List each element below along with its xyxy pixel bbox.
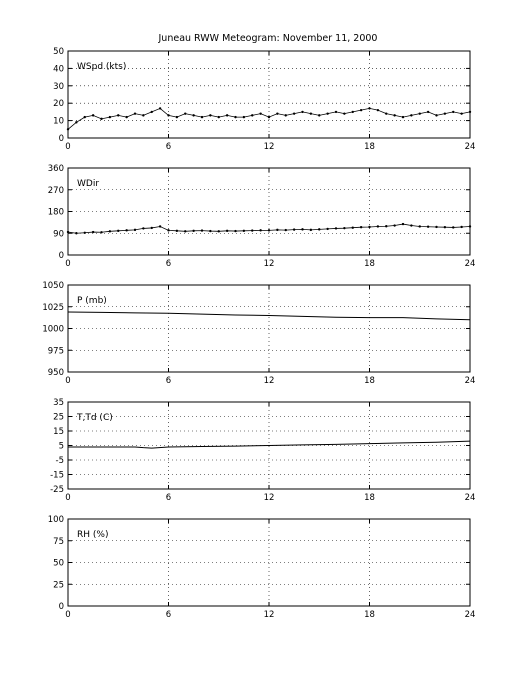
wspd-kts-point: [209, 114, 211, 116]
wdir-point: [117, 230, 119, 232]
wspd-kts-point: [285, 114, 287, 116]
p-mb-xtick-label: 12: [263, 376, 275, 386]
wspd-kts-point: [84, 116, 86, 118]
wdir-point: [201, 229, 203, 231]
wdir-label: WDir: [77, 179, 100, 189]
t-td-c-ytick-label: -5: [55, 456, 64, 466]
wdir-point: [167, 229, 169, 231]
p-mb-label: P (mb): [77, 296, 107, 306]
wdir-point: [444, 226, 446, 228]
wdir-point: [75, 232, 77, 234]
wdir-point: [419, 225, 421, 227]
wdir-ytick-label: 90: [53, 229, 64, 240]
rh-xtick-label: 12: [263, 610, 275, 620]
wspd-kts-ytick-label: 0: [58, 134, 64, 144]
wdir-point: [268, 229, 270, 231]
wdir-point: [393, 224, 395, 226]
wdir-point: [209, 230, 211, 232]
wspd-kts-xtick-label: 18: [364, 142, 375, 152]
figure-title: Juneau RWW Meteogram: November 11, 2000: [158, 33, 378, 44]
wspd-kts-point: [318, 114, 320, 116]
wspd-kts-point: [67, 128, 69, 130]
wspd-kts-xtick-label: 12: [263, 142, 275, 152]
t-td-c-xtick-label: 18: [364, 493, 375, 503]
wspd-kts-point: [326, 112, 328, 114]
wspd-kts-point: [393, 114, 395, 116]
wspd-kts-point: [100, 118, 102, 120]
wdir-point: [285, 229, 287, 231]
wspd-kts-point: [218, 116, 220, 118]
wspd-kts-point: [159, 107, 161, 109]
wdir-point: [385, 225, 387, 227]
wdir-xtick-label: 6: [165, 259, 172, 269]
wdir-point: [410, 224, 412, 226]
t-td-c-xtick-label: 6: [165, 493, 172, 503]
wspd-kts-point: [377, 109, 379, 111]
wdir-point: [335, 227, 337, 229]
rh-ytick-label: 25: [53, 580, 64, 591]
wspd-kts-point: [109, 116, 111, 118]
wspd-kts-point: [293, 112, 295, 114]
wspd-kts-point: [310, 112, 312, 114]
t-td-c-label: T,Td (C): [77, 413, 113, 423]
wspd-kts-point: [134, 112, 136, 114]
wdir-point: [192, 230, 194, 232]
wdir-point: [176, 230, 178, 232]
wspd-kts-point: [259, 112, 261, 114]
t-td-c-ytick-label: -15: [50, 470, 64, 481]
rh-xtick-label: 6: [165, 610, 172, 620]
wdir-point: [226, 230, 228, 232]
p-mb-xtick-label: 6: [165, 376, 172, 386]
wdir-point: [360, 226, 362, 228]
wdir-point: [234, 230, 236, 232]
rh-panel: [48, 515, 476, 620]
wdir-xtick-label: 24: [464, 259, 476, 269]
wspd-kts-point: [151, 111, 153, 113]
wspd-kts-point: [402, 116, 404, 118]
panels: [42, 47, 475, 620]
wspd-kts-point: [92, 114, 94, 116]
wdir-point: [460, 226, 462, 228]
rh-ytick-label: 0: [58, 602, 64, 612]
p-mb-xtick-label: 0: [65, 376, 71, 386]
wspd-kts-point: [385, 112, 387, 114]
p-mb-ytick-label: 950: [47, 368, 64, 378]
t-td-c-panel: [50, 398, 475, 503]
wdir-point: [435, 226, 437, 228]
wdir-xtick-label: 12: [263, 259, 275, 269]
wdir-point: [377, 225, 379, 227]
wspd-kts-point: [125, 116, 127, 118]
wdir-point: [218, 230, 220, 232]
wspd-kts-point: [201, 116, 203, 118]
rh-label: RH (%): [77, 530, 109, 540]
wdir-point: [352, 226, 354, 228]
wspd-kts-point: [176, 116, 178, 118]
wspd-kts-point: [167, 114, 169, 116]
wspd-kts-point: [368, 107, 370, 109]
wdir-point: [469, 225, 471, 227]
wspd-kts-point: [360, 109, 362, 111]
wspd-kts-ytick-label: 20: [53, 99, 64, 110]
wdir-point: [310, 229, 312, 231]
wdir-point: [293, 228, 295, 230]
wdir-point: [452, 226, 454, 228]
t-td-c-ytick-label: 25: [53, 412, 64, 423]
wdir-point: [125, 229, 127, 231]
t-td-c-ytick-label: 35: [53, 398, 64, 408]
wdir-point: [67, 231, 69, 233]
wspd-kts-point: [142, 114, 144, 116]
p-mb-xtick-label: 24: [464, 376, 476, 386]
wdir-xtick-label: 0: [65, 259, 71, 269]
t-td-c-ytick-label: 5: [58, 441, 64, 452]
t-td-c-ytick-label: 15: [53, 427, 64, 437]
wspd-kts-point: [251, 114, 253, 116]
wspd-kts-point: [469, 111, 471, 113]
wspd-kts-point: [192, 114, 194, 116]
wdir-ytick-label: 270: [47, 185, 64, 196]
wdir-point: [159, 225, 161, 227]
wdir-point: [151, 227, 153, 229]
wdir-point: [276, 229, 278, 231]
wspd-kts-point: [352, 111, 354, 113]
wspd-kts-xtick-label: 6: [165, 142, 172, 152]
p-mb-panel: [42, 281, 475, 386]
t-td-c-xtick-label: 12: [263, 493, 275, 503]
wspd-kts-point: [427, 111, 429, 113]
wspd-kts-point: [460, 112, 462, 114]
p-mb-ytick-label: 1000: [42, 324, 64, 335]
wspd-kts-point: [226, 114, 228, 116]
wspd-kts-point: [444, 112, 446, 114]
t-td-c-ytick-label: -25: [50, 485, 64, 495]
wspd-kts-point: [410, 114, 412, 116]
wdir-ytick-label: 0: [58, 251, 64, 261]
rh-ytick-label: 50: [53, 558, 64, 569]
wdir-point: [109, 230, 111, 232]
rh-ytick-label: 75: [53, 536, 64, 547]
wdir-point: [134, 229, 136, 231]
rh-xtick-label: 18: [364, 610, 375, 620]
wdir-point: [402, 223, 404, 225]
wdir-panel: [48, 164, 476, 269]
wspd-kts-point: [184, 112, 186, 114]
wdir-point: [142, 227, 144, 229]
wdir-point: [301, 228, 303, 230]
p-mb-ytick-label: 975: [47, 346, 64, 357]
wspd-kts-xtick-label: 24: [464, 142, 476, 152]
wspd-kts-point: [419, 112, 421, 114]
wdir-ytick-label: 360: [47, 164, 64, 174]
wspd-kts-ytick-label: 50: [53, 47, 64, 57]
p-mb-ytick-label: 1050: [42, 281, 64, 291]
wdir-point: [318, 228, 320, 230]
wspd-kts-panel: [53, 47, 475, 152]
wdir-xtick-label: 18: [364, 259, 375, 269]
wspd-kts-ytick-label: 40: [53, 64, 64, 75]
wdir-point: [259, 229, 261, 231]
wspd-kts-label: WSpd (kts): [77, 62, 127, 72]
wspd-kts-point: [452, 111, 454, 113]
wdir-point: [184, 230, 186, 232]
t-td-c-xtick-label: 0: [65, 493, 71, 503]
wspd-kts-ytick-label: 30: [53, 81, 64, 92]
wdir-point: [92, 231, 94, 233]
wspd-kts-point: [268, 116, 270, 118]
wspd-kts-point: [435, 114, 437, 116]
wdir-point: [84, 232, 86, 234]
wdir-point: [343, 227, 345, 229]
rh-xtick-label: 24: [464, 610, 476, 620]
wdir-point: [368, 226, 370, 228]
wspd-kts-point: [301, 111, 303, 113]
wspd-kts-point: [117, 114, 119, 116]
wdir-point: [427, 226, 429, 228]
wspd-kts-point: [234, 116, 236, 118]
wspd-kts-point: [75, 121, 77, 123]
p-mb-ytick-label: 1025: [42, 302, 64, 313]
wdir-ytick-label: 180: [47, 207, 64, 218]
wspd-kts-point: [243, 116, 245, 118]
wspd-kts-point: [335, 111, 337, 113]
wspd-kts-point: [276, 112, 278, 114]
t-td-c-xtick-label: 24: [464, 493, 476, 503]
wspd-kts-axes-box: [68, 51, 470, 138]
wspd-kts-point: [343, 112, 345, 114]
wspd-kts-ytick-label: 10: [53, 116, 64, 127]
p-mb-xtick-label: 18: [364, 376, 375, 386]
wdir-point: [251, 229, 253, 231]
rh-ytick-label: 100: [47, 515, 64, 525]
wdir-point: [326, 228, 328, 230]
wdir-point: [100, 231, 102, 233]
wspd-kts-xtick-label: 0: [65, 142, 71, 152]
rh-xtick-label: 0: [65, 610, 71, 620]
wdir-point: [243, 230, 245, 232]
